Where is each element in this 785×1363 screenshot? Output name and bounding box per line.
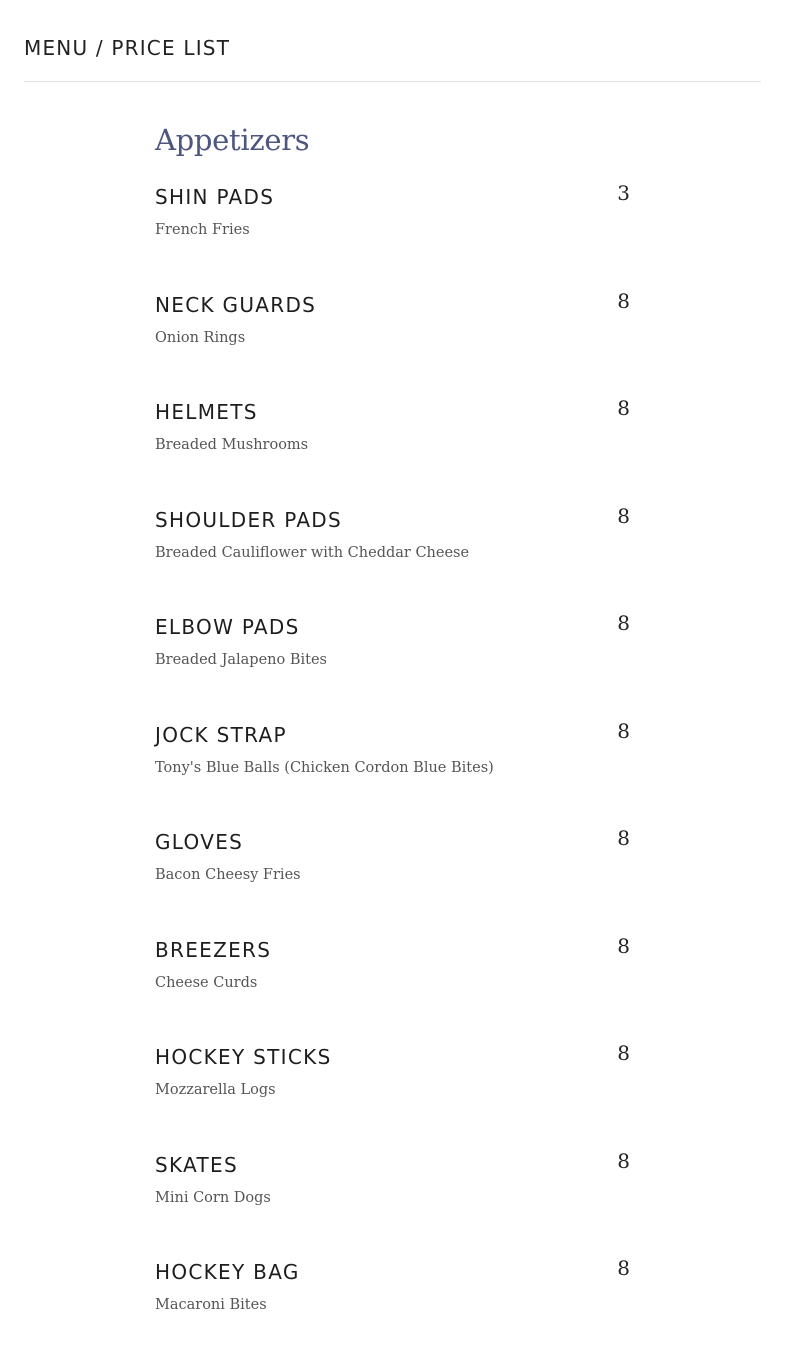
menu-item-description: Cheese Curds	[155, 974, 258, 991]
menu-list	[155, 180, 635, 1363]
menu-item-price: 8	[617, 288, 630, 313]
menu-item-description: Breaded Mushrooms	[155, 437, 309, 453]
menu-item-name: HOCKEY BAG	[155, 1260, 300, 1284]
menu-item-price: 8	[617, 1041, 630, 1065]
menu-item-name: SKATES	[155, 1152, 238, 1177]
menu-section-appetizers	[155, 120, 635, 1363]
menu-item-name: SHIN PADS	[155, 185, 275, 209]
menu-item	[155, 1148, 635, 1256]
menu-item-name: HELMETS	[155, 400, 258, 424]
menu-item	[155, 825, 635, 933]
menu-item-description: Mini Corn Dogs	[155, 1189, 271, 1206]
menu-item-name: HOCKEY STICKS	[155, 1045, 332, 1069]
menu-item-name: BREEZERS	[155, 937, 272, 962]
menu-item-description: Onion Rings	[155, 329, 246, 346]
menu-item-description: Mozzarella Logs	[155, 1082, 276, 1098]
menu-item-name: ELBOW PADS	[155, 615, 300, 639]
menu-item-name: SHOULDER PADS	[155, 507, 343, 532]
menu-item-description: Macaroni Bites	[155, 1297, 267, 1313]
menu-item-description: Tony's Blue Balls (Chicken Cordon Blue Bites)	[155, 759, 494, 776]
menu-item-description: French Fries	[155, 222, 250, 238]
section-title: Appetizers	[155, 123, 310, 157]
menu-item-description: Breaded Cauliflower with Cheddar Cheese	[155, 544, 470, 561]
menu-item	[155, 610, 635, 718]
menu-item-price: 8	[617, 933, 630, 958]
menu-item-price: 8	[617, 718, 630, 743]
menu-item-price: 8	[617, 396, 630, 420]
menu-item-name: NECK GUARDS	[155, 292, 317, 317]
menu-item-name: JOCK STRAP	[155, 722, 287, 747]
menu-item	[155, 288, 635, 396]
menu-item-description: Breaded Jalapeno Bites	[155, 652, 327, 668]
menu-item	[155, 503, 635, 611]
menu-item	[155, 1040, 635, 1148]
menu-item-price: 8	[617, 1256, 630, 1280]
menu-item-price: 3	[617, 181, 630, 205]
menu-item	[155, 180, 635, 288]
page-title: MENU / PRICE LIST	[24, 36, 231, 60]
menu-item-price: 8	[617, 1148, 630, 1173]
page-header	[24, 0, 761, 82]
menu-item-name: GLOVES	[155, 830, 244, 854]
menu-item-price: 8	[617, 611, 630, 635]
menu-item	[155, 718, 635, 826]
menu-item	[155, 395, 635, 503]
menu-item-description: Bacon Cheesy Fries	[155, 867, 301, 883]
menu-item-price: 8	[617, 826, 630, 850]
menu-item	[155, 933, 635, 1041]
menu-item-price: 8	[617, 503, 630, 528]
menu-item	[155, 1255, 635, 1363]
